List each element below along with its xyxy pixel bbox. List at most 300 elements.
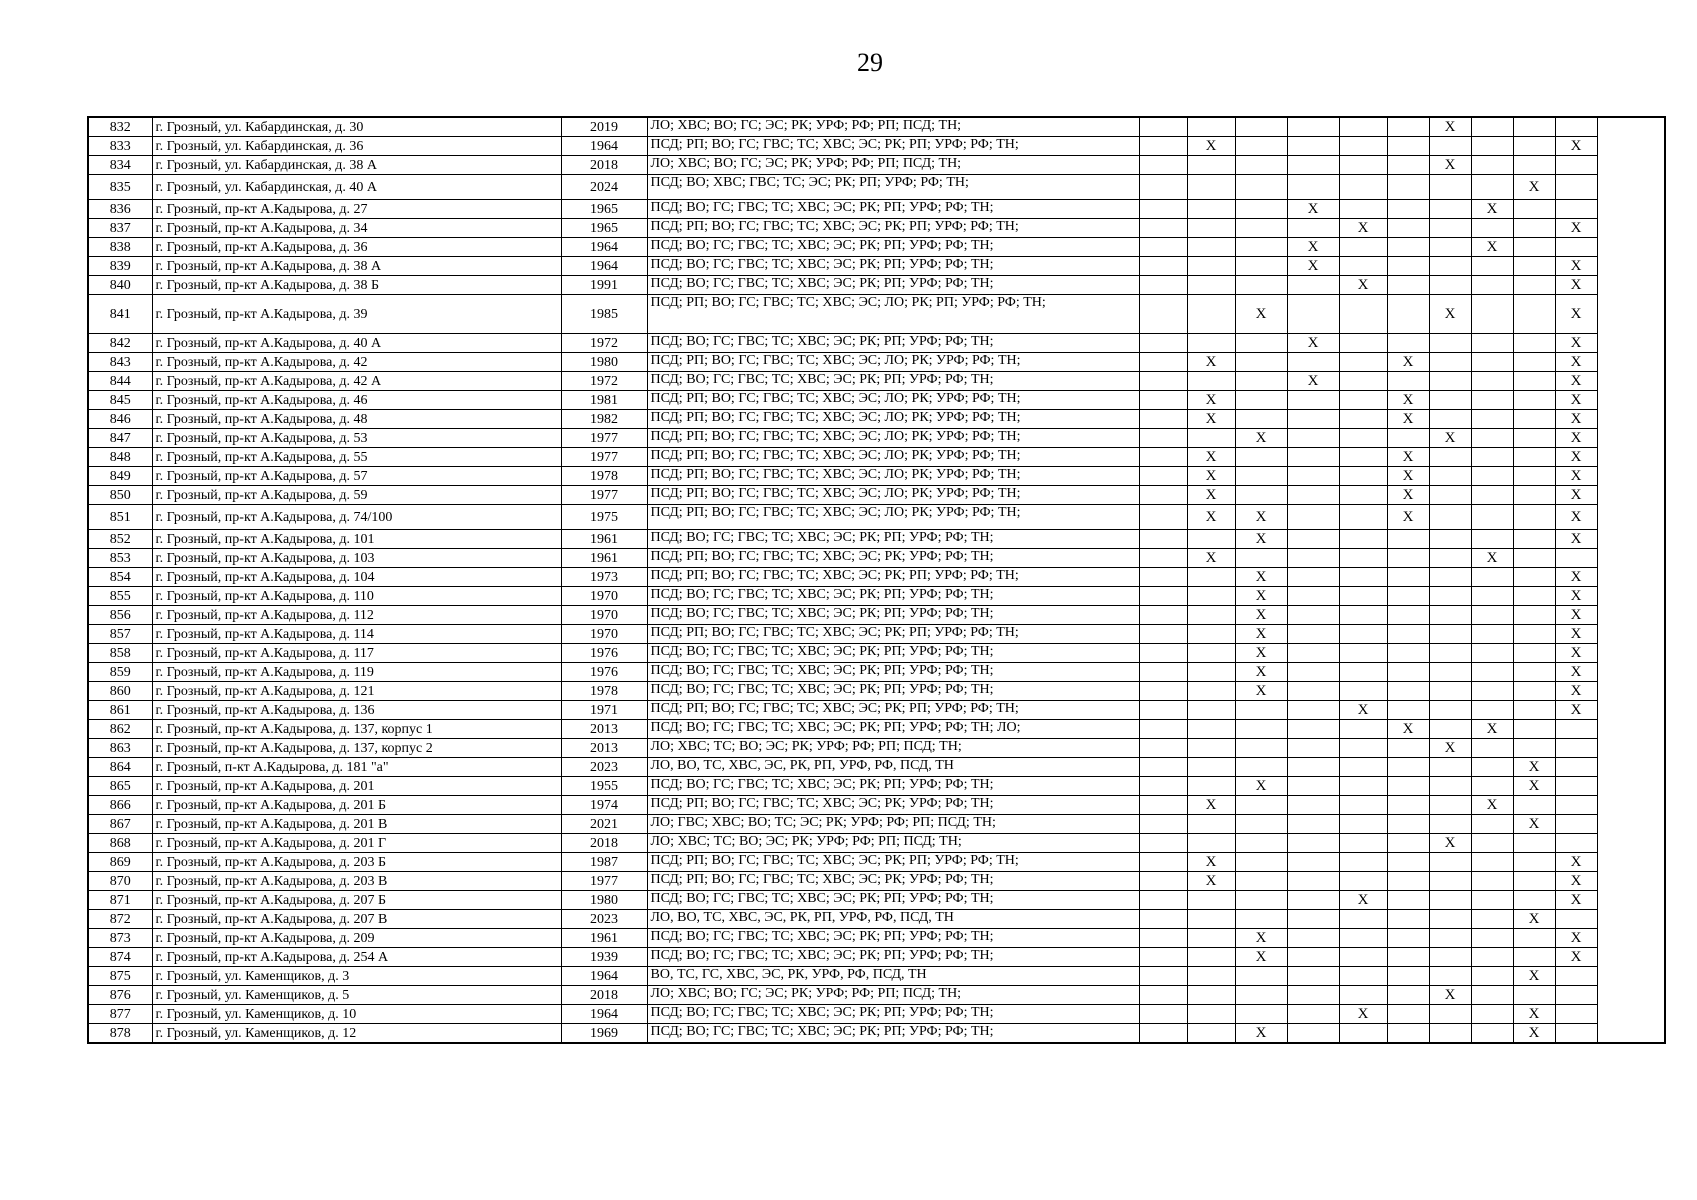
period-mark-cell [1429, 410, 1471, 429]
table-row [88, 238, 1665, 257]
period-mark-cell [1387, 257, 1429, 276]
period-mark-cell [1287, 137, 1339, 156]
period-mark-cell: X [1339, 219, 1387, 238]
row-address: г. Грозный, пр-кт А.Кадырова, д. 201 Г [152, 834, 561, 853]
row-address: г. Грозный, ул. Кабардинская, д. 38 А [152, 156, 561, 175]
row-works: ПСД; РП; ВО; ГС; ГВС; ТС; ХВС; ЭС; ЛО; РК; УРФ; РФ; ТН; [647, 429, 1139, 448]
period-mark-cell [1513, 448, 1555, 467]
row-works: ПСД; РП; ВО; ГС; ГВС; ТС; ХВС; ЭС; РК; РП; УРФ; РФ; ТН; [647, 625, 1139, 644]
row-year: 2013 [561, 720, 647, 739]
row-number: 844 [88, 372, 152, 391]
row-blank-cell [1139, 568, 1187, 587]
period-mark-cell: X [1513, 815, 1555, 834]
row-address: г. Грозный, пр-кт А.Кадырова, д. 40 А [152, 334, 561, 353]
period-mark-cell [1555, 175, 1597, 200]
period-mark-cell [1187, 238, 1235, 257]
period-mark-cell: X [1387, 448, 1429, 467]
table-row [88, 834, 1665, 853]
row-address: г. Грозный, пр-кт А.Кадырова, д. 46 [152, 391, 561, 410]
row-address: г. Грозный, пр-кт А.Кадырова, д. 201 [152, 777, 561, 796]
row-address: г. Грозный, пр-кт А.Кадырова, д. 38 А [152, 257, 561, 276]
period-mark-cell [1339, 625, 1387, 644]
table-row [88, 568, 1665, 587]
row-works: ПСД; ВО; ГС; ГВС; ТС; ХВС; ЭС; РК; РП; УРФ; РФ; ТН; [647, 929, 1139, 948]
row-blank-cell [1139, 834, 1187, 853]
period-mark-cell [1287, 815, 1339, 834]
period-mark-cell: X [1287, 372, 1339, 391]
period-mark-cell: X [1339, 701, 1387, 720]
period-mark-cell [1387, 238, 1429, 257]
row-year: 1961 [561, 929, 647, 948]
period-mark-cell: X [1513, 1024, 1555, 1044]
table-row [88, 137, 1665, 156]
period-mark-cell [1555, 1024, 1597, 1044]
period-mark-cell [1235, 815, 1287, 834]
period-mark-cell [1387, 606, 1429, 625]
period-mark-cell [1513, 891, 1555, 910]
period-mark-cell [1235, 986, 1287, 1005]
row-works: ПСД; ВО; ГС; ГВС; ТС; ХВС; ЭС; РК; РП; УРФ; РФ; ТН; [647, 257, 1139, 276]
period-mark-cell [1287, 568, 1339, 587]
row-works: ПСД; РП; ВО; ГС; ГВС; ТС; ХВС; ЭС; РК; РП; УРФ; РФ; ТН; [647, 853, 1139, 872]
row-number: 860 [88, 682, 152, 701]
period-mark-cell [1429, 505, 1471, 530]
period-mark-cell [1287, 429, 1339, 448]
period-mark-cell [1287, 948, 1339, 967]
row-number: 832 [88, 117, 152, 137]
period-mark-cell [1471, 530, 1513, 549]
period-mark-cell: X [1235, 644, 1287, 663]
period-mark-cell [1339, 739, 1387, 758]
row-address: г. Грозный, пр-кт А.Кадырова, д. 254 А [152, 948, 561, 967]
table-row [88, 948, 1665, 967]
period-mark-cell [1235, 117, 1287, 137]
row-blank-cell [1139, 1005, 1187, 1024]
period-mark-cell: X [1555, 530, 1597, 549]
period-mark-cell: X [1235, 568, 1287, 587]
row-number: 835 [88, 175, 152, 200]
period-mark-cell [1287, 720, 1339, 739]
period-mark-cell [1287, 1005, 1339, 1024]
period-mark-cell [1235, 834, 1287, 853]
period-mark-cell [1287, 625, 1339, 644]
period-mark-cell: X [1555, 872, 1597, 891]
period-mark-cell [1287, 777, 1339, 796]
period-mark-cell [1287, 587, 1339, 606]
period-mark-cell [1429, 910, 1471, 929]
row-year: 1964 [561, 238, 647, 257]
row-address: г. Грозный, пр-кт А.Кадырова, д. 36 [152, 238, 561, 257]
period-mark-cell [1387, 429, 1429, 448]
period-mark-cell: X [1555, 410, 1597, 429]
row-works: ЛО; ГВС; ХВС; ВО; ТС; ЭС; РК; УРФ; РФ; РП; ПСД; ТН; [647, 815, 1139, 834]
row-blank-cell [1139, 391, 1187, 410]
period-mark-cell [1235, 701, 1287, 720]
period-mark-cell: X [1235, 429, 1287, 448]
row-number: 864 [88, 758, 152, 777]
period-mark-cell [1339, 606, 1387, 625]
period-mark-cell [1513, 200, 1555, 219]
row-works: ПСД; ВО; ГС; ГВС; ТС; ХВС; ЭС; РК; РП; УРФ; РФ; ТН; [647, 276, 1139, 295]
period-mark-cell: X [1187, 137, 1235, 156]
period-mark-cell [1339, 410, 1387, 429]
period-mark-cell [1235, 739, 1287, 758]
table-row [88, 815, 1665, 834]
row-year: 2023 [561, 758, 647, 777]
row-year: 1964 [561, 1005, 647, 1024]
period-mark-cell [1387, 372, 1429, 391]
row-address: г. Грозный, пр-кт А.Кадырова, д. 201 В [152, 815, 561, 834]
period-mark-cell [1471, 872, 1513, 891]
row-blank-cell [1139, 467, 1187, 486]
period-mark-cell [1387, 175, 1429, 200]
period-mark-cell [1513, 391, 1555, 410]
period-mark-cell [1339, 682, 1387, 701]
row-number: 855 [88, 587, 152, 606]
row-works: ПСД; ВО; ГС; ГВС; ТС; ХВС; ЭС; РК; РП; УРФ; РФ; ТН; [647, 948, 1139, 967]
period-mark-cell [1339, 948, 1387, 967]
period-mark-cell [1387, 295, 1429, 334]
period-mark-cell: X [1555, 587, 1597, 606]
period-mark-cell [1429, 929, 1471, 948]
row-address: г. Грозный, пр-кт А.Кадырова, д. 55 [152, 448, 561, 467]
period-mark-cell: X [1555, 372, 1597, 391]
period-mark-cell [1555, 238, 1597, 257]
period-mark-cell [1287, 1024, 1339, 1044]
period-mark-cell [1187, 701, 1235, 720]
period-mark-cell [1387, 777, 1429, 796]
table-row [88, 410, 1665, 429]
period-mark-cell [1387, 986, 1429, 1005]
period-mark-cell [1513, 796, 1555, 815]
period-mark-cell [1235, 156, 1287, 175]
period-mark-cell [1187, 1024, 1235, 1044]
row-works: ПСД; РП; ВО; ГС; ГВС; ТС; ХВС; ЭС; РК; УРФ; РФ; ТН; [647, 796, 1139, 815]
period-mark-cell [1471, 219, 1513, 238]
period-mark-cell: X [1187, 549, 1235, 568]
row-blank-cell [1139, 257, 1187, 276]
period-mark-cell [1513, 467, 1555, 486]
row-address: г. Грозный, пр-кт А.Кадырова, д. 119 [152, 663, 561, 682]
period-mark-cell [1387, 739, 1429, 758]
period-mark-cell: X [1339, 891, 1387, 910]
period-mark-cell [1471, 156, 1513, 175]
row-blank-cell [1139, 219, 1187, 238]
table-row [88, 796, 1665, 815]
row-works: ЛО; ХВС; ВО; ГС; ЭС; РК; УРФ; РФ; РП; ПСД; ТН; [647, 156, 1139, 175]
period-mark-cell: X [1287, 257, 1339, 276]
period-mark-cell [1513, 257, 1555, 276]
period-mark-cell [1287, 467, 1339, 486]
period-mark-cell [1471, 644, 1513, 663]
row-year: 1972 [561, 334, 647, 353]
row-works: ПСД; ВО; ГС; ГВС; ТС; ХВС; ЭС; РК; РП; УРФ; РФ; ТН; [647, 1024, 1139, 1044]
period-mark-cell [1235, 1005, 1287, 1024]
row-address: г. Грозный, пр-кт А.Кадырова, д. 110 [152, 587, 561, 606]
period-mark-cell [1387, 1005, 1429, 1024]
table-row [88, 872, 1665, 891]
row-works: ПСД; ВО; ГС; ГВС; ТС; ХВС; ЭС; РК; РП; УРФ; РФ; ТН; ЛО; [647, 720, 1139, 739]
period-mark-cell [1513, 834, 1555, 853]
period-mark-cell: X [1187, 467, 1235, 486]
period-mark-cell [1471, 777, 1513, 796]
period-mark-cell [1287, 295, 1339, 334]
period-mark-cell [1513, 606, 1555, 625]
row-blank-cell [1139, 117, 1187, 137]
period-mark-cell [1471, 117, 1513, 137]
period-mark-cell: X [1555, 219, 1597, 238]
period-mark-cell [1287, 986, 1339, 1005]
table-row [88, 1005, 1665, 1024]
period-mark-cell [1555, 910, 1597, 929]
period-mark-cell [1471, 929, 1513, 948]
row-year: 1981 [561, 391, 647, 410]
row-year: 1975 [561, 505, 647, 530]
row-blank-cell [1139, 815, 1187, 834]
period-mark-cell: X [1555, 929, 1597, 948]
row-year: 1970 [561, 625, 647, 644]
period-mark-cell [1235, 137, 1287, 156]
period-mark-cell [1471, 1005, 1513, 1024]
row-year: 1985 [561, 295, 647, 334]
row-year: 2023 [561, 910, 647, 929]
row-blank-cell [1139, 372, 1187, 391]
period-mark-cell [1513, 530, 1555, 549]
period-mark-cell [1555, 200, 1597, 219]
period-mark-cell [1513, 219, 1555, 238]
period-mark-cell [1187, 295, 1235, 334]
period-mark-cell [1429, 587, 1471, 606]
row-year: 1964 [561, 137, 647, 156]
period-mark-cell [1471, 663, 1513, 682]
table-row [88, 257, 1665, 276]
period-mark-cell [1235, 872, 1287, 891]
period-mark-cell [1339, 117, 1387, 137]
period-mark-cell [1287, 549, 1339, 568]
period-mark-cell: X [1235, 530, 1287, 549]
row-year: 1939 [561, 948, 647, 967]
period-mark-cell: X [1187, 872, 1235, 891]
row-works: ЛО; ХВС; ВО; ГС; ЭС; РК; УРФ; РФ; РП; ПСД; ТН; [647, 117, 1139, 137]
row-works: ПСД; ВО; ХВС; ГВС; ТС; ЭС; РК; РП; УРФ; РФ; ТН; [647, 175, 1139, 200]
period-mark-cell: X [1555, 625, 1597, 644]
register-rows [88, 117, 1665, 1043]
row-year: 1976 [561, 644, 647, 663]
period-mark-cell [1287, 663, 1339, 682]
period-mark-cell: X [1387, 505, 1429, 530]
period-mark-cell: X [1555, 137, 1597, 156]
row-works: ПСД; РП; ВО; ГС; ГВС; ТС; ХВС; ЭС; РК; РП; УРФ; РФ; ТН; [647, 701, 1139, 720]
row-address: г. Грозный, пр-кт А.Кадырова, д. 39 [152, 295, 561, 334]
period-mark-cell [1555, 549, 1597, 568]
period-mark-cell: X [1429, 739, 1471, 758]
period-mark-cell [1429, 701, 1471, 720]
table-row [88, 929, 1665, 948]
period-mark-cell [1187, 372, 1235, 391]
row-number: 836 [88, 200, 152, 219]
row-number: 872 [88, 910, 152, 929]
period-mark-cell [1471, 505, 1513, 530]
period-mark-cell [1429, 568, 1471, 587]
period-mark-cell: X [1429, 295, 1471, 334]
period-mark-cell [1287, 701, 1339, 720]
period-mark-cell: X [1387, 720, 1429, 739]
period-mark-cell: X [1555, 948, 1597, 967]
period-mark-cell: X [1555, 701, 1597, 720]
period-mark-cell [1339, 372, 1387, 391]
row-blank-cell [1139, 663, 1187, 682]
row-works: ПСД; ВО; ГС; ГВС; ТС; ХВС; ЭС; РК; РП; УРФ; РФ; ТН; [647, 682, 1139, 701]
row-blank-cell [1139, 606, 1187, 625]
row-blank-cell [1139, 334, 1187, 353]
period-mark-cell [1235, 549, 1287, 568]
period-mark-cell [1387, 568, 1429, 587]
row-year: 1991 [561, 276, 647, 295]
period-mark-cell [1513, 625, 1555, 644]
period-mark-cell [1471, 739, 1513, 758]
row-year: 2013 [561, 739, 647, 758]
row-address: г. Грозный, пр-кт А.Кадырова, д. 104 [152, 568, 561, 587]
row-works: ПСД; ВО; ГС; ГВС; ТС; ХВС; ЭС; РК; РП; УРФ; РФ; ТН; [647, 1005, 1139, 1024]
period-mark-cell [1387, 853, 1429, 872]
row-number: 838 [88, 238, 152, 257]
row-year: 2018 [561, 986, 647, 1005]
table-row [88, 606, 1665, 625]
row-number: 833 [88, 137, 152, 156]
row-blank-cell [1139, 486, 1187, 505]
period-mark-cell [1287, 891, 1339, 910]
row-address: г. Грозный, пр-кт А.Кадырова, д. 57 [152, 467, 561, 486]
period-mark-cell [1339, 834, 1387, 853]
row-works: ПСД; ВО; ГС; ГВС; ТС; ХВС; ЭС; РК; РП; УРФ; РФ; ТН; [647, 606, 1139, 625]
period-mark-cell [1387, 219, 1429, 238]
period-mark-cell [1235, 353, 1287, 372]
period-mark-cell [1187, 815, 1235, 834]
row-address: г. Грозный, п-кт А.Кадырова, д. 181 "а" [152, 758, 561, 777]
row-number: 842 [88, 334, 152, 353]
period-mark-cell [1339, 137, 1387, 156]
period-mark-cell [1513, 486, 1555, 505]
row-works: ПСД; РП; ВО; ГС; ГВС; ТС; ХВС; ЭС; РК; РП; УРФ; РФ; ТН; [647, 137, 1139, 156]
period-mark-cell: X [1555, 295, 1597, 334]
row-blank-cell [1139, 549, 1187, 568]
row-year: 2018 [561, 156, 647, 175]
period-mark-cell [1555, 156, 1597, 175]
period-mark-cell [1555, 777, 1597, 796]
row-blank-cell [1139, 777, 1187, 796]
period-mark-cell [1471, 986, 1513, 1005]
period-mark-cell [1187, 156, 1235, 175]
period-mark-cell [1287, 353, 1339, 372]
period-mark-cell: X [1471, 549, 1513, 568]
period-mark-cell [1555, 796, 1597, 815]
period-mark-cell [1187, 530, 1235, 549]
row-year: 1965 [561, 219, 647, 238]
period-mark-cell [1187, 200, 1235, 219]
table-row [88, 644, 1665, 663]
period-mark-cell [1235, 967, 1287, 986]
period-mark-cell: X [1235, 682, 1287, 701]
period-mark-cell [1429, 467, 1471, 486]
row-address: г. Грозный, пр-кт А.Кадырова, д. 137, корпус 1 [152, 720, 561, 739]
period-mark-cell [1471, 834, 1513, 853]
period-mark-cell [1429, 276, 1471, 295]
row-works: ПСД; ВО; ГС; ГВС; ТС; ХВС; ЭС; РК; РП; УРФ; РФ; ТН; [647, 663, 1139, 682]
period-mark-cell [1555, 986, 1597, 1005]
period-mark-cell [1339, 429, 1387, 448]
period-mark-cell: X [1513, 175, 1555, 200]
period-mark-cell [1287, 929, 1339, 948]
period-mark-cell [1187, 644, 1235, 663]
period-mark-cell [1429, 758, 1471, 777]
period-mark-cell: X [1471, 720, 1513, 739]
period-mark-cell [1387, 929, 1429, 948]
period-mark-cell [1471, 758, 1513, 777]
period-mark-cell [1187, 929, 1235, 948]
row-works: ПСД; ВО; ГС; ГВС; ТС; ХВС; ЭС; РК; РП; УРФ; РФ; ТН; [647, 891, 1139, 910]
period-mark-cell: X [1555, 448, 1597, 467]
table-row [88, 663, 1665, 682]
row-address: г. Грозный, пр-кт А.Кадырова, д. 59 [152, 486, 561, 505]
row-number: 878 [88, 1024, 152, 1044]
row-year: 1980 [561, 353, 647, 372]
period-mark-cell [1555, 834, 1597, 853]
period-mark-cell [1339, 200, 1387, 219]
table-row [88, 1024, 1665, 1044]
period-mark-cell [1429, 238, 1471, 257]
period-mark-cell [1235, 891, 1287, 910]
table-row [88, 334, 1665, 353]
period-mark-cell [1429, 391, 1471, 410]
period-mark-cell: X [1513, 967, 1555, 986]
row-address: г. Грозный, ул. Кабардинская, д. 30 [152, 117, 561, 137]
row-blank-cell [1139, 505, 1187, 530]
row-year: 1977 [561, 872, 647, 891]
period-mark-cell: X [1555, 334, 1597, 353]
row-number: 843 [88, 353, 152, 372]
period-mark-cell: X [1339, 276, 1387, 295]
period-mark-cell [1187, 910, 1235, 929]
row-year: 1977 [561, 429, 647, 448]
period-mark-cell: X [1235, 625, 1287, 644]
period-mark-cell [1187, 257, 1235, 276]
period-mark-cell [1513, 986, 1555, 1005]
row-year: 2018 [561, 834, 647, 853]
period-mark-cell: X [1187, 796, 1235, 815]
period-mark-cell [1287, 410, 1339, 429]
row-address: г. Грозный, пр-кт А.Кадырова, д. 114 [152, 625, 561, 644]
period-mark-cell: X [1235, 295, 1287, 334]
row-blank-cell [1139, 701, 1187, 720]
row-year: 1961 [561, 530, 647, 549]
period-mark-cell [1339, 986, 1387, 1005]
period-mark-cell [1187, 834, 1235, 853]
period-mark-cell [1429, 448, 1471, 467]
table-row [88, 777, 1665, 796]
period-mark-cell [1555, 1005, 1597, 1024]
period-mark-cell [1471, 853, 1513, 872]
row-address: г. Грозный, пр-кт А.Кадырова, д. 112 [152, 606, 561, 625]
period-mark-cell [1287, 219, 1339, 238]
period-mark-cell [1387, 1024, 1429, 1044]
period-mark-cell [1187, 1005, 1235, 1024]
row-works: ПСД; РП; ВО; ГС; ГВС; ТС; ХВС; ЭС; РК; РП; УРФ; РФ; ТН; [647, 568, 1139, 587]
row-number: 863 [88, 739, 152, 758]
row-address: г. Грозный, пр-кт А.Кадырова, д. 27 [152, 200, 561, 219]
period-mark-cell: X [1235, 606, 1287, 625]
period-mark-cell [1339, 175, 1387, 200]
row-works: ПСД; ВО; ГС; ГВС; ТС; ХВС; ЭС; РК; РП; УРФ; РФ; ТН; [647, 200, 1139, 219]
